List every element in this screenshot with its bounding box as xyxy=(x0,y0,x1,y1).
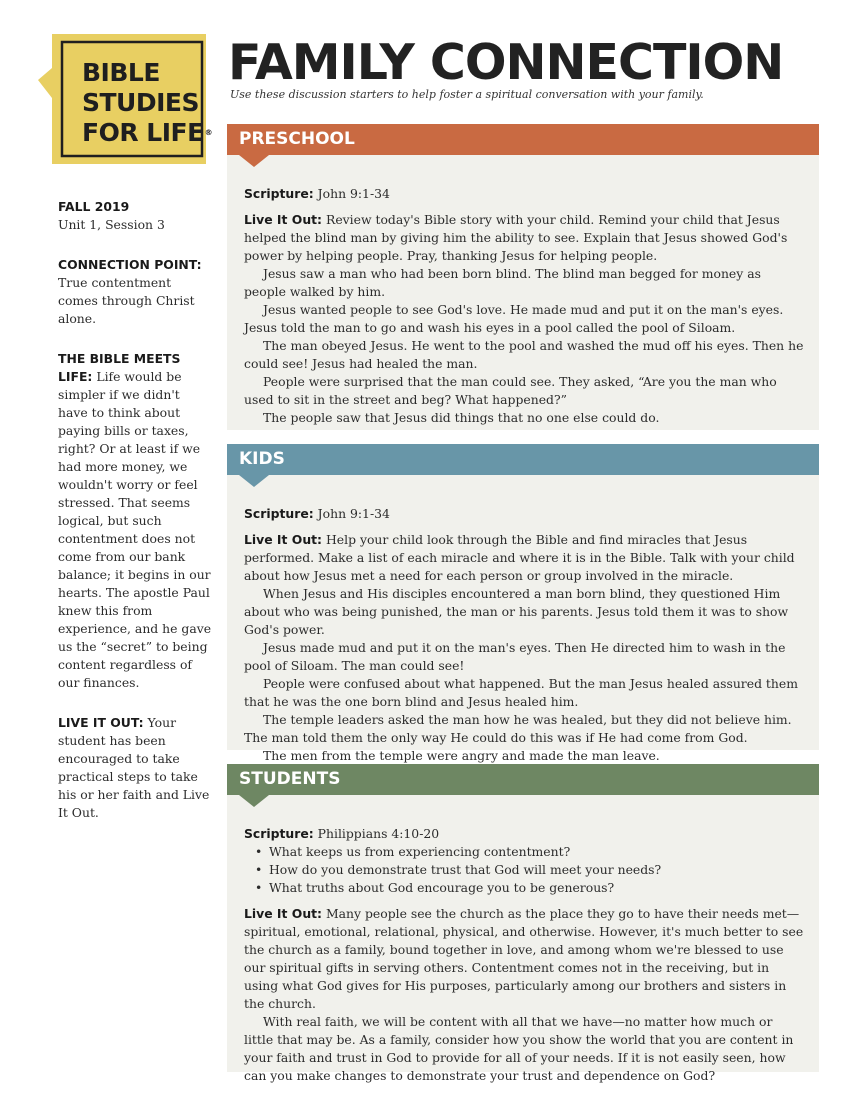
live-it-out-label: Live It Out: xyxy=(244,906,323,921)
paragraph: The temple leaders asked the man how he was healed, but they did not believe him. The man told them the only way He could do this was if He had come from God. xyxy=(244,712,792,745)
connection-point-text: True contentment comes through Christ alone. xyxy=(58,275,195,326)
preschool-header xyxy=(227,124,819,155)
kids-section xyxy=(227,444,819,763)
question-item: • What keeps us from experiencing contentment? xyxy=(269,843,805,861)
logo-line-2: STUDIES xyxy=(82,88,199,117)
sidebar xyxy=(58,198,213,822)
question-item: • How do you demonstrate trust that God will meet your needs? xyxy=(269,861,805,879)
logo-line-1: BIBLE xyxy=(82,58,160,87)
students-live-it-out xyxy=(244,905,805,1013)
season-label: FALL 2019 xyxy=(58,199,130,214)
paragraph: The men from the temple were angry and made the man leave. xyxy=(263,748,660,763)
page-title: FAMILY CONNECTION xyxy=(228,34,784,91)
kids-live-it-out xyxy=(244,531,805,585)
session-label: Unit 1, Session 3 xyxy=(58,217,165,232)
preschool-title: PRESCHOOL xyxy=(239,129,355,149)
students-header xyxy=(227,764,819,795)
scripture-label: Scripture: xyxy=(244,506,314,521)
paragraph: Jesus wanted people to see God's love. He made mud and put it on the man's eyes. Jesus told the man to go and wash his eyes in a pool called the pool of Siloam. xyxy=(244,302,784,335)
preschool-section xyxy=(227,124,819,430)
logo-wordmark xyxy=(82,58,212,148)
paragraph: People were confused about what happened. But the man Jesus healed assured them that he was the one born blind and Jesus healed him. xyxy=(244,676,798,709)
paragraph: The man obeyed Jesus. He went to the pool and washed the mud off his eyes. Then he could see! Jesus had healed the man. xyxy=(244,338,804,371)
live-it-out-label: Live It Out: xyxy=(244,212,323,227)
kids-scripture-ref: John 9:1-34 xyxy=(317,506,390,521)
paragraph: Jesus saw a man who had been born blind. The blind man begged for money as people walked by him. xyxy=(244,266,761,299)
live-it-out-block xyxy=(58,714,213,822)
paragraph: Jesus made mud and put it on the man's eyes. Then He directed him to wash in the pool of Siloam. The man could see! xyxy=(244,640,786,673)
scripture-label: Scripture: xyxy=(244,826,314,841)
preschool-scripture-ref: John 9:1-34 xyxy=(317,186,390,201)
connection-point-label: CONNECTION POINT: xyxy=(58,257,202,272)
paragraph: With real faith, we will be content with all that we have—no matter how much or little that may be. As a family, consider how you show the world that you are content in your faith and trust in God to provide for all of your needs. If it is not easily seen, how can you make changes to demonstrate your trust and dependence on God? xyxy=(244,1014,794,1083)
header-notch xyxy=(239,155,269,167)
kids-title: KIDS xyxy=(239,449,285,469)
live-it-out-label: Live It Out: xyxy=(244,532,323,547)
students-live-intro: Many people see the church as the place they go to have their needs met—spiritual, emotional, relational, physical, and otherwise. However, it's much better to see the church as a family, bound together in love, and among whom we're blessed to use our spiritual gifts in serving others. Contentment comes not in the receiving, but in using what God gives for His purposes, particularly among our brothers and sisters in the church. xyxy=(244,906,804,1011)
live-it-out-text: Your student has been encouraged to take practical steps to take his or her faith and Live It Out. xyxy=(58,715,210,820)
bible-meets-life-block xyxy=(58,350,213,692)
header-notch xyxy=(239,795,269,807)
preschool-live-intro: Review today's Bible story with your child. Remind your child that Jesus helped the blind man by giving him the ability to see. Explain that Jesus showed God's power by helping people. Pray, thanking Jesus for helping people. xyxy=(244,212,788,263)
registered-mark: ® xyxy=(204,128,213,137)
kids-scripture xyxy=(244,505,805,523)
live-it-out-label: LIVE IT OUT: xyxy=(58,715,144,730)
students-section xyxy=(227,764,819,1083)
kids-header xyxy=(227,444,819,475)
bible-studies-logo xyxy=(36,28,212,168)
header-notch xyxy=(239,475,269,487)
page-subtitle: Use these discussion starters to help foster a spiritual conversation with your family. xyxy=(230,88,704,101)
paragraph: People were surprised that the man could see. They asked, “Are you the man who used to sit in the street and beg? What happened?” xyxy=(244,374,777,407)
students-scripture xyxy=(244,825,805,843)
scripture-label: Scripture: xyxy=(244,186,314,201)
discussion-questions xyxy=(244,843,805,897)
students-scripture-ref: Philippians 4:10-20 xyxy=(317,826,440,841)
bible-meets-life-text: Life would be simpler if we didn't have to think about paying bills or taxes, right? Or at least if we had more money, we wouldn't worry or feel stressed. That seems logical, but such contentment does not come from our bank balance; it begins in our hearts. The apostle Paul knew this from experience, and he gave us the “secret” to being content regardless of our finances. xyxy=(58,369,212,690)
bible-meets-life-label: THE BIBLE MEETS LIFE: xyxy=(58,351,181,384)
students-title: STUDENTS xyxy=(239,769,341,789)
paragraph: The people saw that Jesus did things that no one else could do. xyxy=(263,410,660,425)
kids-live-intro: Help your child look through the Bible and find miracles that Jesus performed. Make a list of each miracle and where it is in the Bible. Talk with your child about how Jesus met a need for each person or group involved in the miracle. xyxy=(244,532,795,583)
question-item: • What truths about God encourage you to be generous? xyxy=(269,879,805,897)
preschool-live-it-out xyxy=(244,211,805,265)
preschool-scripture xyxy=(244,185,805,203)
paragraph: When Jesus and His disciples encountered a man born blind, they questioned Him about who was being punished, the man or his parents. Jesus told them it was to show God's power. xyxy=(244,586,789,637)
logo-line-3: FOR LIFE xyxy=(82,118,204,147)
